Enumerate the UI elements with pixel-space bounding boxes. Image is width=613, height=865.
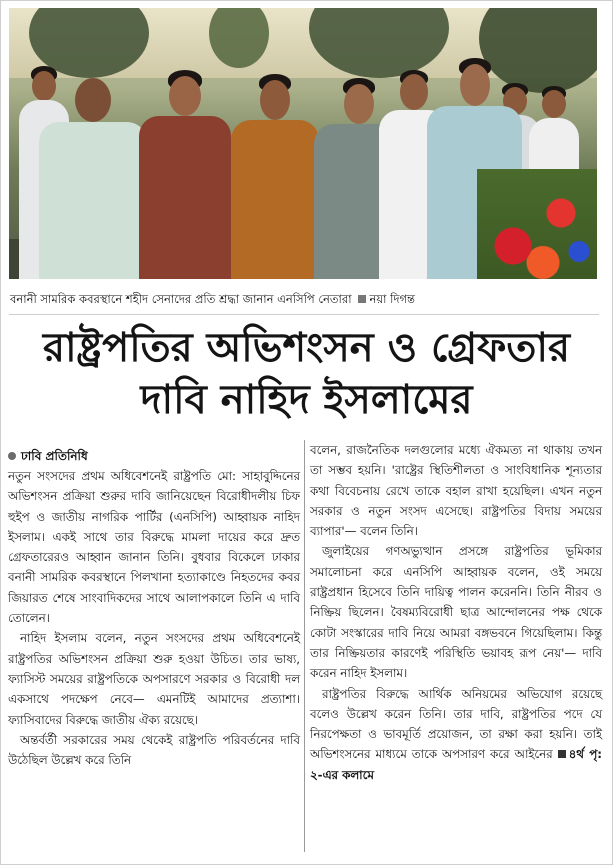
square-bullet-icon <box>558 750 566 758</box>
byline-text: ঢাবি প্রতিনিধি <box>21 449 88 463</box>
caption-divider <box>9 314 599 315</box>
news-photo <box>9 8 597 279</box>
caption-credit: নয়া দিগন্ত <box>369 292 415 306</box>
column-divider <box>304 440 305 852</box>
paragraph <box>310 684 602 785</box>
byline <box>8 446 300 466</box>
square-bullet-icon <box>358 295 366 303</box>
photo-caption <box>10 289 600 309</box>
headline-line-2: দাবি নাহিদ ইসলামের <box>140 377 473 423</box>
paragraph: নাহিদ ইসলাম বলেন, নতুন সংসদের প্রথম অধিবেশনেই রাষ্ট্রপতির অভিশংসন প্রক্রিয়া শুরু হওয়া উচিত। তার ভাষ্য, ফ্যাসিস্ট সময়ের রাষ্ট্রপতিকে অপসারণে সরকার ও বিরোধী দল একসাথে পদক্ষেপ নেবে— এমনটিই আমাদের প্রত্যাশা। ফ্যাসিবাদের বিরুদ্ধে জাতীয় ঐক্য রয়েছে। <box>8 631 300 727</box>
paragraph: নতুন সংসদের প্রথম অধিবেশনেই রাষ্ট্রপতি মো: সাহাবুদ্দিনের অভিশংসন প্রক্রিয়া শুরুর দাবি জানিয়েছেন বিরোধীদলীয় চিফ হুইপ ও জাতীয় নাগরিক পার্টির (এনসিপি) আহ্বায়ক নাহিদ ইসলাম। একই সাথে তার বিরুদ্ধে মামলা দায়ের করে দ্রুত গ্রেফতারেরও আহ্বান জানান তিনি। বুধবার বিকেলে ঢাকার বনানী সামরিক কবরস্থানে পিলখানা হত্যাকাণ্ডে নিহতদের কবর জিয়ারত শেষে সাংবাদিকদের সাথে আলাপকালে তিনি এ দাবি তোলেন। <box>8 469 300 626</box>
paragraph: জুলাইয়ের গণঅভ্যুত্থান প্রসঙ্গে রাষ্ট্রপতির ভূমিকার সমালোচনা করে এনসিপি আহ্বায়ক বলেন, ওই সময়ে রাষ্ট্রপ্রধান হিসেবে তিনি দায়িত্ব পালন করেননি। তিনি নীরব ও নিষ্ক্রিয় ছিলেন। বৈষম্যবিরোধী ছাত্র আন্দোলনের পক্ষ থেকে কোটা সংস্কারের দাবি নিয়ে আমরা বঙ্গভবনে গিয়েছিলাম। কিন্তু তার নিষ্ক্রিয়তার কারণেই পরিস্থিতি ভয়াবহ রূপ নেয়'— দাবি করেন নাহিদ ইসলাম। <box>310 544 602 681</box>
paragraph-text: রাষ্ট্রপতির বিরুদ্ধে আর্থিক অনিয়মের অভিযোগ রয়েছে বলেও উল্লেখ করেন তিনি। তার দাবি, রাষ্ট্রপতির পদে যে নিরপেক্ষতা ও ভাবমূর্তি প্রয়োজন, তা রক্ষা করা হয়নি। তাই অভিশংসনের মাধ্যমে তাকে অপসারণ করে আইনের <box>310 686 602 762</box>
paragraph: বলেন, রাজনৈতিক দলগুলোর মধ্যে ঐকমত্য না থাকায় তখন তা সম্ভব হয়নি। 'রাষ্ট্রের স্থিতিশীলতা ও সাংবিধানিক শূন্যতার কথা বিবেচনায় রেখে তাকে বহাল রাখা হয়েছিল। এখন নতুন সরকার ও নতুন সংসদ এসেছে। রাষ্ট্রপতির বিদায় সময়ের ব্যাপার'— বলেন তিনি। <box>310 443 602 539</box>
article-column-left <box>8 440 300 770</box>
headline <box>0 322 613 426</box>
continuation-text: ৪র্থ পৃ: ২-এর কলামে <box>310 747 602 782</box>
bullet-icon <box>8 452 16 460</box>
paragraph: অন্তর্বর্তী সরকারের সময় থেকেই রাষ্ট্রপতি পরিবর্তনের দাবি উঠেছিল উল্লেখ করে তিনি <box>8 732 300 768</box>
headline-line-1: রাষ্ট্রপতির অভিশংসন ও গ্রেফতার <box>42 325 571 371</box>
article-column-right <box>310 440 602 785</box>
caption-text: বনানী সামরিক কবরস্থানে শহীদ সেনাদের প্রতি শ্রদ্ধা জানান এনসিপি নেতারা <box>10 292 352 306</box>
